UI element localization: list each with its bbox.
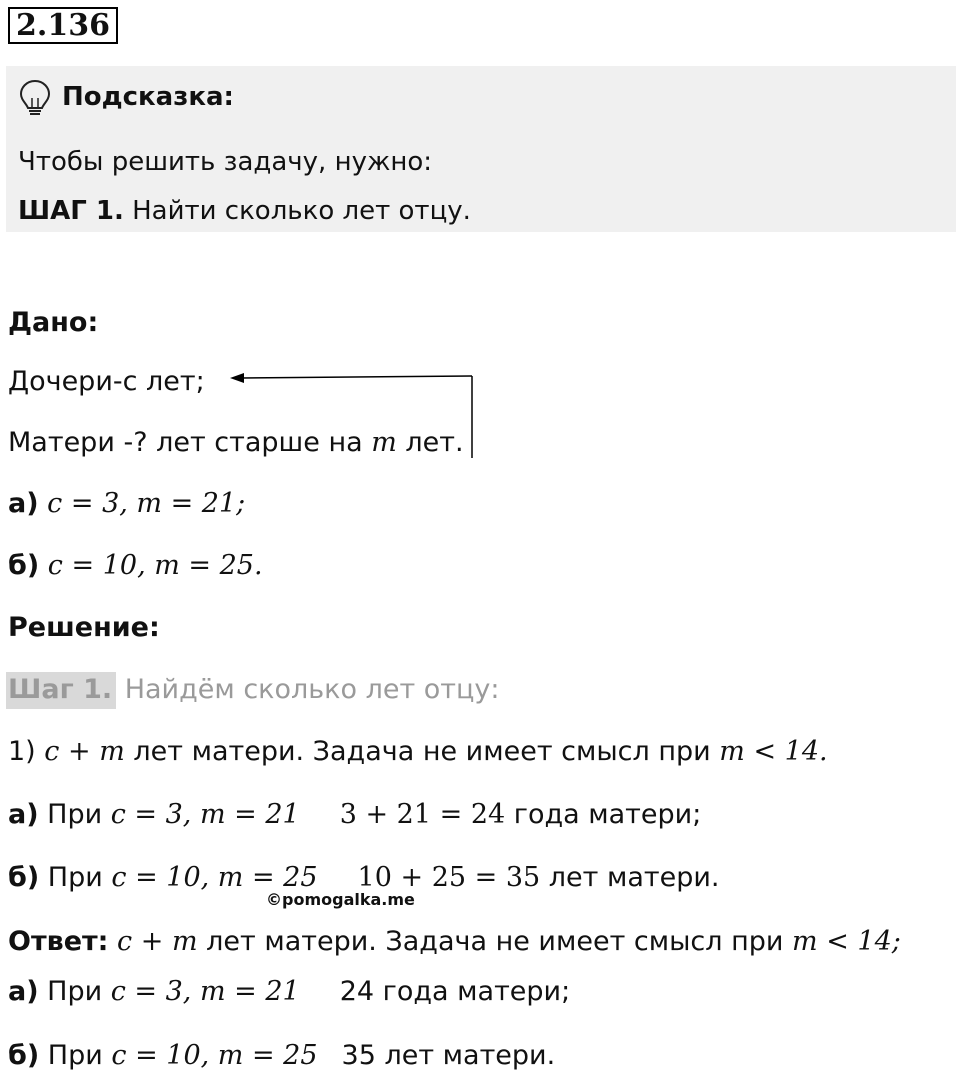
solution-step-badge: Шаг 1. — [6, 672, 116, 709]
lightbulb-icon — [18, 78, 52, 118]
sol-a-text: года матери; — [505, 799, 702, 830]
sol-b-label: б) — [8, 862, 40, 893]
sol-b-calc: 10 + 25 = 35 — [357, 862, 541, 893]
sol-a-pri: При — [38, 799, 111, 830]
sol-a-expr: c = 3, m = 21 — [110, 799, 300, 830]
line1-expr: c + m — [44, 736, 125, 767]
answer-text: лет матери. Задача не имеет смысл при — [197, 926, 793, 957]
answer-line-a — [8, 978, 570, 1005]
answer-line-b — [8, 1042, 555, 1069]
given-mother-var: m — [371, 427, 397, 458]
case-a-label: а) — [8, 488, 39, 519]
ans-b-expr: c = 10, m = 25 — [111, 1040, 318, 1071]
hint-step-text: Найти сколько лет отцу. — [123, 196, 471, 226]
given-mother-text: Матери -? лет старше на — [8, 427, 372, 458]
solution-step-text: Найдём сколько лет отцу: — [116, 674, 500, 705]
solution-step — [6, 676, 499, 703]
solution-line-a — [8, 801, 701, 828]
line1-text: лет матери. Задача не имеет смысл при — [124, 736, 720, 767]
solution-heading: Решение: — [8, 612, 160, 643]
line1-num: 1) — [8, 736, 45, 767]
answer-line — [8, 928, 901, 955]
answer-expr: c + m — [108, 926, 198, 957]
ans-a-label: а) — [8, 976, 39, 1007]
given-case-a — [8, 490, 245, 517]
case-b-expr: c = 10, m = 25. — [47, 550, 263, 581]
line1-cond: m < 14. — [719, 736, 828, 767]
solution-line-1 — [8, 738, 828, 765]
hint-intro: Чтобы решить задачу, нужно: — [18, 147, 433, 177]
given-case-b — [8, 552, 263, 579]
answer-cond: m < 14; — [792, 926, 901, 957]
hint-title: Подсказка: — [62, 82, 234, 112]
sol-b-pri: При — [39, 862, 112, 893]
case-a-expr: c = 3, m = 21; — [47, 488, 246, 519]
given-mother — [8, 429, 464, 456]
hint-step — [18, 198, 471, 224]
given-daughter: Дочери-с лет; — [8, 366, 205, 397]
given-heading: Дано: — [8, 307, 99, 338]
ans-a-expr: c = 3, m = 21 — [110, 976, 300, 1007]
ans-a-pri: При — [38, 976, 111, 1007]
case-b-label: б) — [8, 550, 40, 581]
answer-label: Ответ: — [8, 926, 109, 957]
sol-b-text: лет матери. — [540, 862, 720, 893]
sol-a-calc: 3 + 21 = 24 — [339, 799, 506, 830]
sol-a-label: а) — [8, 799, 39, 830]
sol-b-expr: c = 10, m = 25 — [111, 862, 318, 893]
given-mother-tail: лет. — [396, 427, 464, 458]
watermark: ©pomogalka.me — [266, 890, 415, 909]
solution-line-b — [8, 864, 720, 891]
ans-a-result: 24 года матери; — [339, 976, 571, 1007]
task-number: 2.136 — [8, 7, 118, 44]
ans-b-pri: При — [39, 1040, 112, 1071]
hint-step-label: ШАГ 1. — [18, 196, 124, 226]
ans-b-label: б) — [8, 1040, 40, 1071]
ans-b-result: 35 лет матери. — [341, 1040, 556, 1071]
